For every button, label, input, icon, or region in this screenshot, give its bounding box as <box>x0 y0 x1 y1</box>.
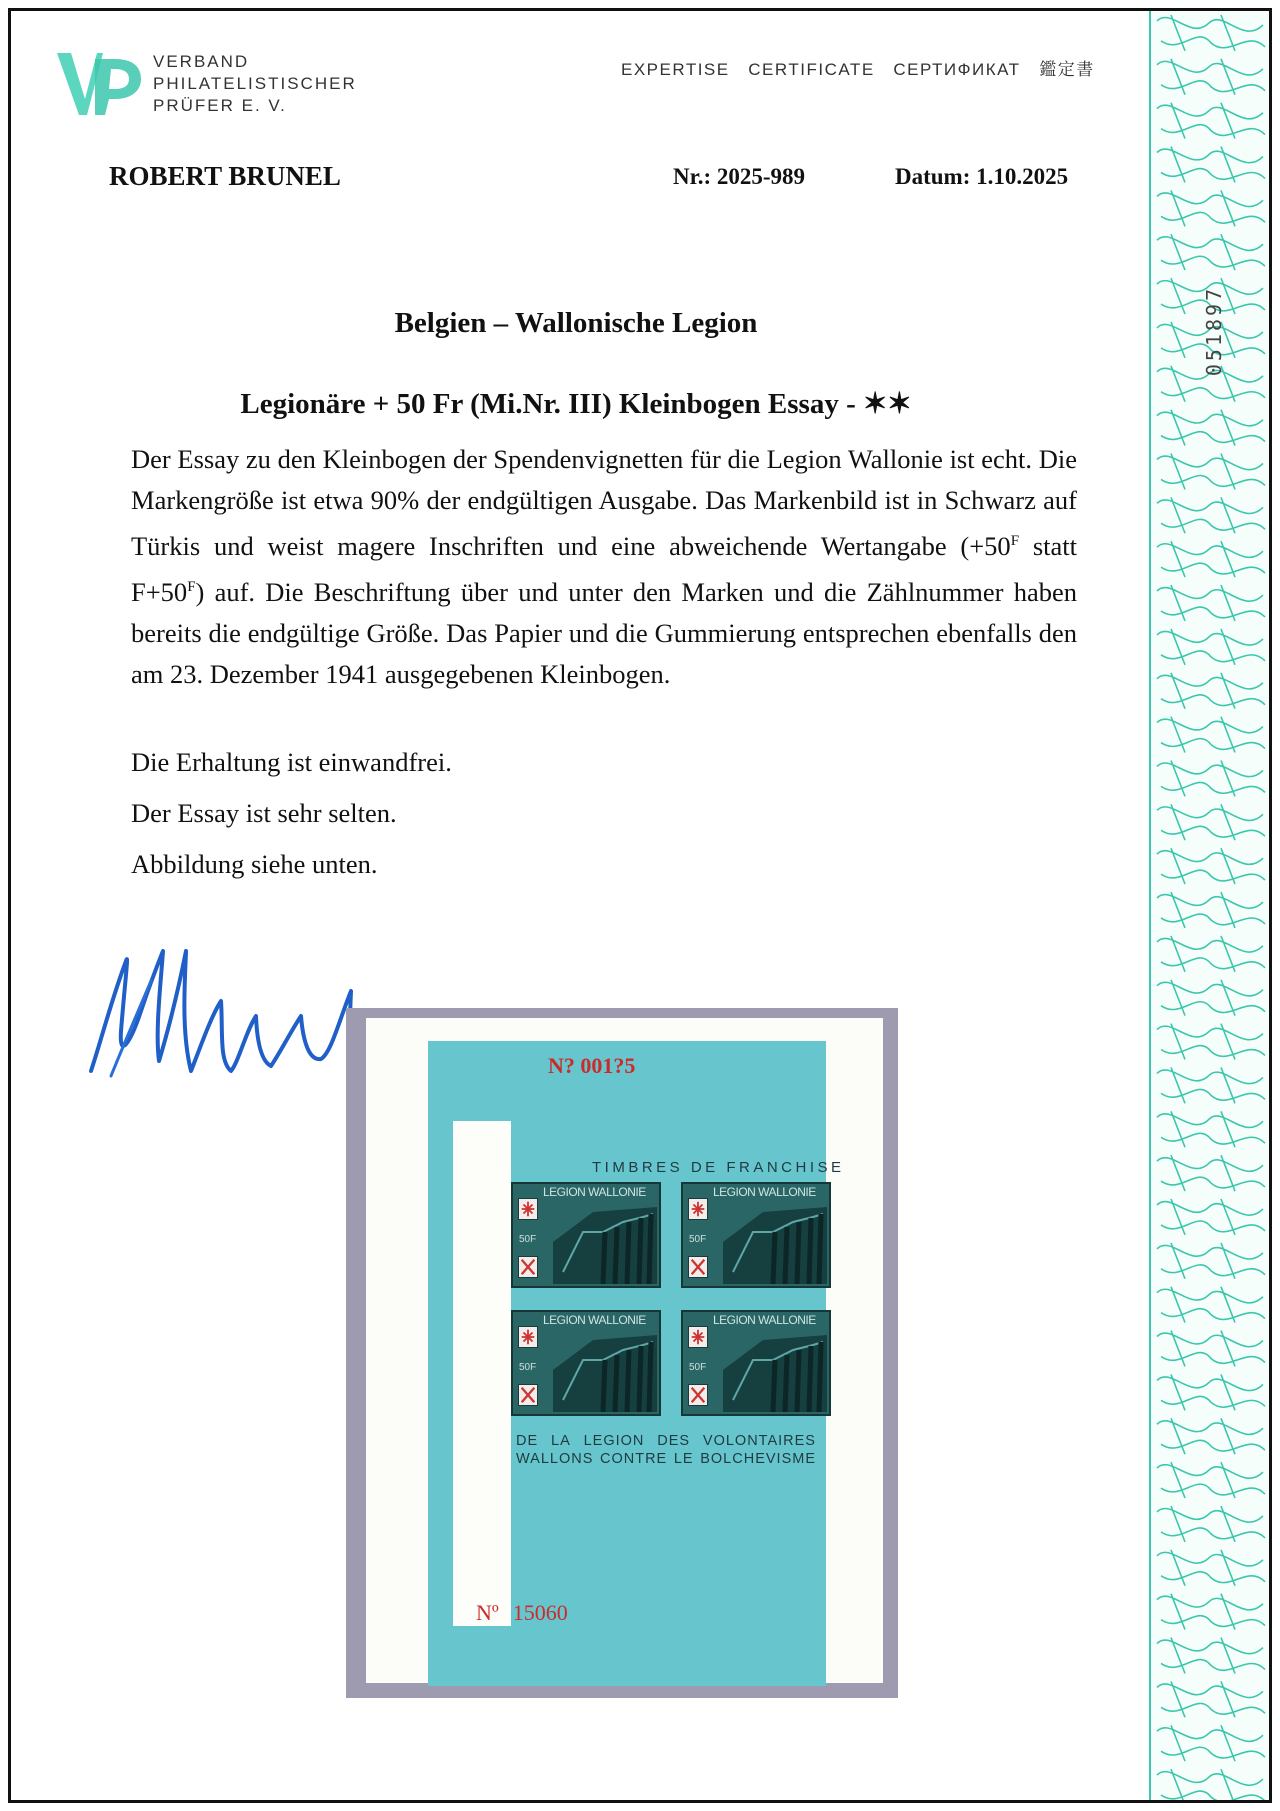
footer-word: CONTRE <box>600 1451 668 1467</box>
footer-word: VOLONTAIRES <box>702 1433 816 1449</box>
org-line: PHILATELISTISCHER <box>153 74 357 93</box>
description-paragraph <box>131 439 1077 695</box>
serial-number-text: 051897 <box>1202 285 1226 377</box>
stamp-value: 50F <box>689 1234 707 1245</box>
serial-number <box>1194 241 1234 421</box>
soldiers-illustration-icon <box>553 1330 657 1412</box>
stamp <box>681 1182 831 1288</box>
number-value: 15060 <box>512 1600 568 1625</box>
footer-word: DES <box>657 1433 691 1449</box>
footer-word: LA <box>551 1433 571 1449</box>
footer-word: WALLONS <box>516 1451 594 1467</box>
stamp-label: LEGION WALLONIE <box>543 1185 646 1199</box>
soldiers-illustration-icon <box>723 1202 827 1284</box>
burgundy-cross-icon <box>688 1256 708 1278</box>
description-part: ) auf. Die Beschriftung über und unter den Marken und die Zählnummer haben bereits die endgültige Größe. Das Papier und die Gummierung entsprechen ebenfalls den am 23. Dezember 1941 ausgegebenen Kleinbogen. <box>131 576 1077 689</box>
rarity-statement: Der Essay ist sehr selten. <box>131 798 397 828</box>
description-part: statt F+50 <box>131 530 1077 607</box>
certificate-date: Datum: 1.10.2025 <box>895 164 1069 189</box>
expert-name: ROBERT BRUNEL <box>109 161 341 191</box>
stamp <box>681 1310 831 1416</box>
soldiers-illustration-icon <box>723 1330 827 1412</box>
footer-line <box>516 1450 816 1468</box>
certificate-page <box>8 8 1272 1803</box>
security-border <box>1149 11 1269 1800</box>
cross-shield-icon <box>688 1198 708 1220</box>
footer-word: BOLCHEVISME <box>700 1451 816 1467</box>
org-line: VERBAND <box>153 52 250 71</box>
certificate-number: Nr.: 2025-989 <box>673 164 806 189</box>
issue-heading: Legionäre + 50 Fr (Mi.Nr. III) Kleinbogen Essay - ✶✶ <box>240 388 912 420</box>
footer-line <box>516 1432 816 1450</box>
stamp-value: 50F <box>519 1234 537 1245</box>
top-counter-number: N? 001?5 <box>548 1053 636 1078</box>
footer-word: LE <box>673 1451 694 1467</box>
country-heading: Belgien – Wallonische Legion <box>394 307 758 339</box>
certificate-title: EXPERTISE CERTIFICATE СЕРТИФИКАТ 鑑定書 <box>621 60 1095 79</box>
stamp-value: 50F <box>519 1362 537 1373</box>
soldiers-illustration-icon <box>553 1202 657 1284</box>
cross-shield-icon <box>688 1326 708 1348</box>
org-line: PRÜFER E. V. <box>153 96 287 115</box>
burgundy-cross-icon <box>518 1384 538 1406</box>
sheet-title: TIMBRES DE FRANCHISE <box>592 1159 845 1176</box>
stamp-label: LEGION WALLONIE <box>713 1313 816 1327</box>
selvage-strip <box>453 1121 511 1626</box>
illustration-note: Abbildung siehe unten. <box>131 849 378 879</box>
vp-logo-icon <box>55 49 143 119</box>
stamp <box>511 1310 661 1416</box>
stamp-illustration <box>346 1008 898 1698</box>
stamp <box>511 1182 661 1288</box>
sheet-footer-text <box>516 1432 816 1468</box>
footer-word: DE <box>516 1433 539 1449</box>
cross-shield-icon <box>518 1326 538 1348</box>
number-prefix: Nº <box>476 1600 499 1625</box>
superscript: F <box>187 578 196 595</box>
organization-name <box>153 51 357 117</box>
cross-shield-icon <box>518 1198 538 1220</box>
bottom-counter-number <box>476 1600 636 1626</box>
superscript: F <box>1010 533 1020 549</box>
description-part: Der Essay zu den Kleinbogen der Spendenvignetten für die Legion Wallonie ist echt. Die Markengröße ist etwa 90% der endgültigen Ausgabe. Das Markenbild ist in Schwarz auf Türkis und weist magere Inschriften und eine abweichende Wertangabe (+50 <box>131 444 1077 561</box>
stamp-label: LEGION WALLONIE <box>543 1313 646 1327</box>
stamp-label: LEGION WALLONIE <box>713 1185 816 1199</box>
condition-statement: Die Erhaltung ist einwandfrei. <box>131 747 452 777</box>
stamp-value: 50F <box>689 1362 707 1373</box>
expert-signature <box>81 921 391 1111</box>
burgundy-cross-icon <box>688 1384 708 1406</box>
burgundy-cross-icon <box>518 1256 538 1278</box>
footer-word: LEGION <box>583 1433 645 1449</box>
